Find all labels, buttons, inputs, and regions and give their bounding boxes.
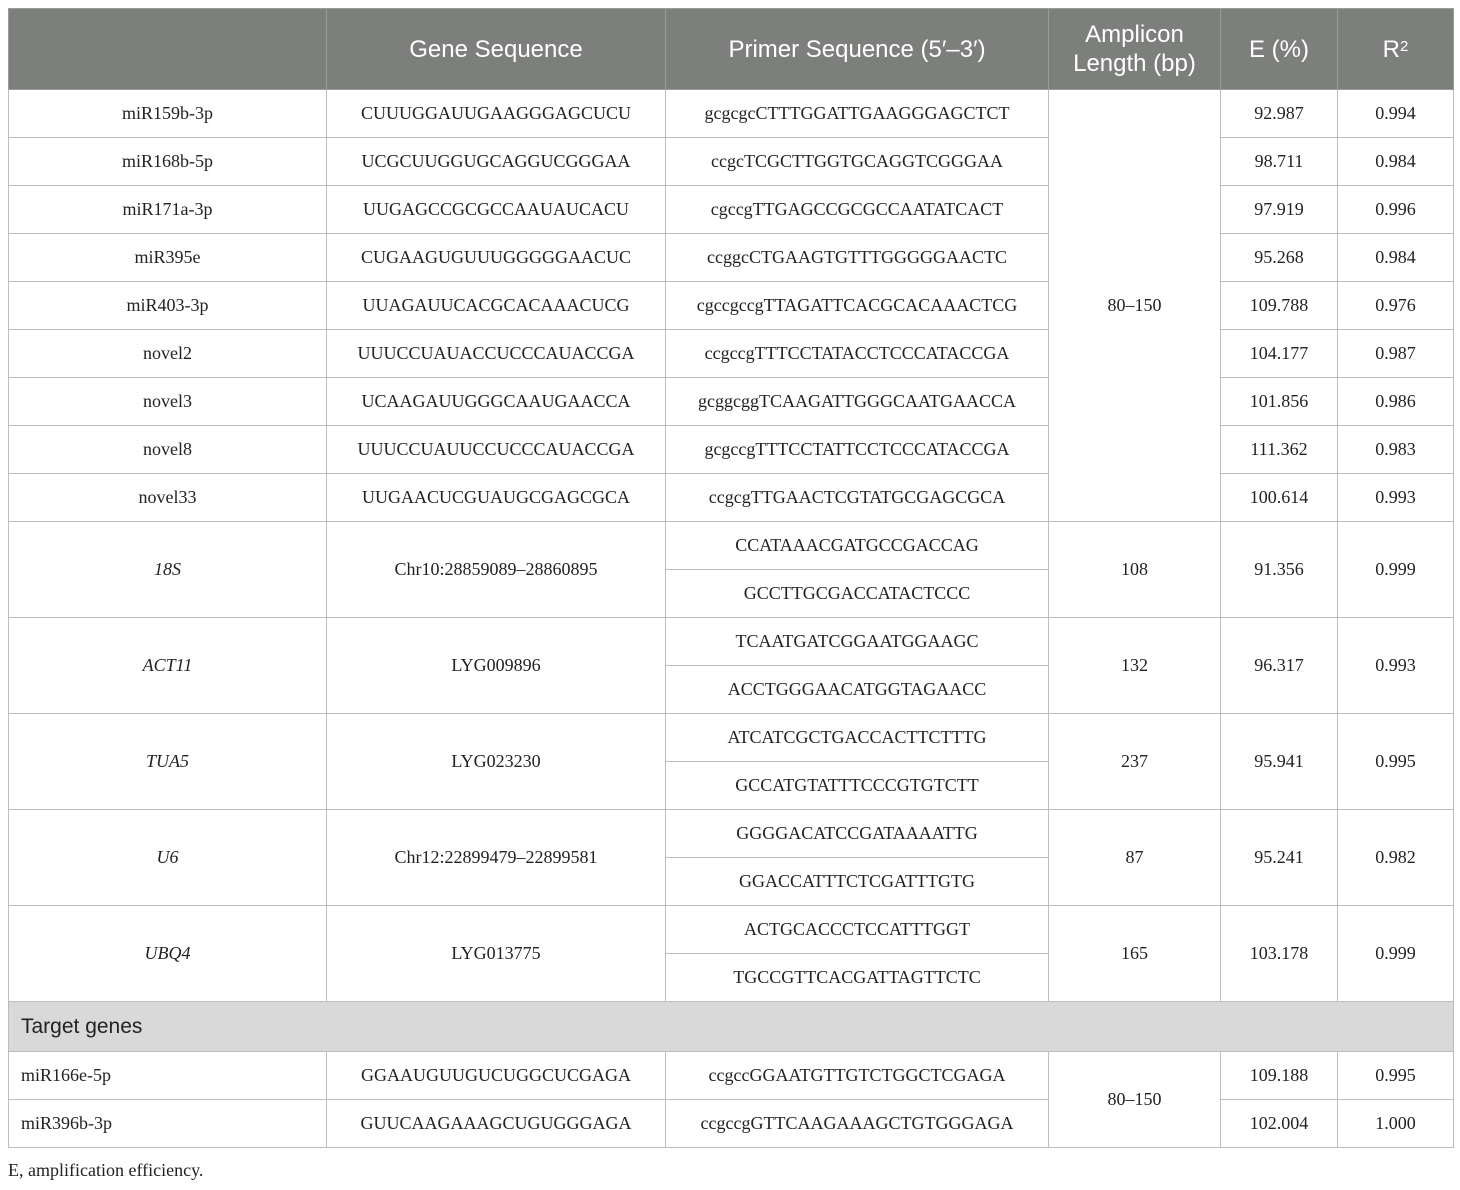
gene-name: miR396b-3p (9, 1100, 327, 1148)
gene-sequence: UUAGAUUCACGCACAAACUCG (327, 282, 666, 330)
primer-reverse: GCCTTGCGACCATACTCCC (666, 570, 1049, 618)
gene-name: miR403-3p (9, 282, 327, 330)
table-row (9, 474, 1454, 522)
primer-sequence: cgccgTTGAGCCGCGCCAATATCACT (666, 186, 1049, 234)
header-row (9, 9, 1454, 90)
efficiency: 97.919 (1221, 186, 1338, 234)
header-amplicon-length (1049, 9, 1221, 90)
primer-forward: TCAATGATCGGAATGGAAGC (666, 618, 1049, 666)
primer-sequence: ccgccgTTTCCTATACCTCCCATACCGA (666, 330, 1049, 378)
primer-sequence: ccgccGGAATGTTGTCTGGCTCGAGA (666, 1052, 1049, 1100)
gene-name: novel3 (9, 378, 327, 426)
gene-name: novel8 (9, 426, 327, 474)
header-r-squared (1338, 9, 1454, 90)
gene-name: miR395e (9, 234, 327, 282)
primer-reverse: GGACCATTTCTCGATTTGTG (666, 858, 1049, 906)
gene-name: 18S (9, 522, 327, 618)
header-r2-base: R (1382, 35, 1400, 63)
amplicon-length: 108 (1049, 522, 1221, 618)
efficiency: 98.711 (1221, 138, 1338, 186)
gene-name: U6 (9, 810, 327, 906)
gene-name: ACT11 (9, 618, 327, 714)
table-row (9, 90, 1454, 138)
efficiency: 95.941 (1221, 714, 1338, 810)
efficiency: 91.356 (1221, 522, 1338, 618)
table-footnote: E, amplification efficiency. (8, 1160, 204, 1180)
section-row-target-genes (9, 1002, 1454, 1052)
primer-sequence: gcgcgcCTTTGGATTGAAGGGAGCTCT (666, 90, 1049, 138)
r-squared: 0.993 (1338, 618, 1454, 714)
header-efficiency: E (%) (1221, 9, 1338, 90)
r-squared: 0.986 (1338, 378, 1454, 426)
r-squared: 0.999 (1338, 906, 1454, 1002)
gene-sequence: UUGAACUCGUAUGCGAGCGCA (327, 474, 666, 522)
efficiency: 103.178 (1221, 906, 1338, 1002)
efficiency: 101.856 (1221, 378, 1338, 426)
efficiency: 109.788 (1221, 282, 1338, 330)
gene-sequence: LYG023230 (327, 714, 666, 810)
table-row (9, 1052, 1454, 1100)
header-amplicon-line2: Length (bp) (1073, 50, 1196, 77)
gene-sequence: UUUCCUAUUCCUCCCAUACCGA (327, 426, 666, 474)
efficiency: 92.987 (1221, 90, 1338, 138)
efficiency: 102.004 (1221, 1100, 1338, 1148)
amplicon-length: 80–150 (1049, 90, 1221, 522)
table-row (9, 330, 1454, 378)
r-squared: 0.995 (1338, 1052, 1454, 1100)
gene-sequence: UUGAGCCGCGCCAAUAUCACU (327, 186, 666, 234)
header-primer-sequence: Primer Sequence (5′–3′) (666, 9, 1049, 90)
r-squared: 0.987 (1338, 330, 1454, 378)
gene-sequence: CUGAAGUGUUUGGGGGAACUC (327, 234, 666, 282)
header-gene-name (9, 9, 327, 90)
efficiency: 100.614 (1221, 474, 1338, 522)
header-r2-sup: 2 (1400, 37, 1409, 55)
table-row (9, 906, 1454, 954)
table-row (9, 282, 1454, 330)
r-squared: 1.000 (1338, 1100, 1454, 1148)
table-row (9, 378, 1454, 426)
r-squared: 0.976 (1338, 282, 1454, 330)
gene-name: miR171a-3p (9, 186, 327, 234)
r-squared: 0.995 (1338, 714, 1454, 810)
table-row (9, 186, 1454, 234)
gene-sequence: CUUUGGAUUGAAGGGAGCUCU (327, 90, 666, 138)
primer-reverse: GCCATGTATTTCCCGTGTCTT (666, 762, 1049, 810)
primer-reverse: ACCTGGGAACATGGTAGAACC (666, 666, 1049, 714)
gene-name: novel2 (9, 330, 327, 378)
efficiency: 95.268 (1221, 234, 1338, 282)
amplicon-length: 237 (1049, 714, 1221, 810)
gene-name: novel33 (9, 474, 327, 522)
gene-sequence: Chr10:28859089–28860895 (327, 522, 666, 618)
table-row (9, 810, 1454, 858)
efficiency: 109.188 (1221, 1052, 1338, 1100)
section-label: Target genes (9, 1002, 1454, 1052)
r-squared: 0.984 (1338, 138, 1454, 186)
r-squared: 0.994 (1338, 90, 1454, 138)
table-row (9, 138, 1454, 186)
efficiency: 95.241 (1221, 810, 1338, 906)
amplicon-length: 87 (1049, 810, 1221, 906)
table-row (9, 234, 1454, 282)
amplicon-length: 132 (1049, 618, 1221, 714)
primer-reverse: TGCCGTTCACGATTAGTTCTC (666, 954, 1049, 1002)
amplicon-length: 80–150 (1049, 1052, 1221, 1148)
gene-sequence: GGAAUGUUGUCUGGCUCGAGA (327, 1052, 666, 1100)
amplicon-length: 165 (1049, 906, 1221, 1002)
table-row (9, 618, 1454, 666)
primer-sequence: cgccgccgTTAGATTCACGCACAAACTCG (666, 282, 1049, 330)
primer-table (8, 8, 1454, 1148)
r-squared: 0.993 (1338, 474, 1454, 522)
gene-sequence: UCAAGAUUGGGCAAUGAACCA (327, 378, 666, 426)
gene-name: miR159b-3p (9, 90, 327, 138)
table-row (9, 426, 1454, 474)
primer-forward: GGGGACATCCGATAAAATTG (666, 810, 1049, 858)
efficiency: 104.177 (1221, 330, 1338, 378)
r-squared: 0.983 (1338, 426, 1454, 474)
gene-sequence: LYG013775 (327, 906, 666, 1002)
gene-name: TUA5 (9, 714, 327, 810)
efficiency: 96.317 (1221, 618, 1338, 714)
primer-forward: CCATAAACGATGCCGACCAG (666, 522, 1049, 570)
primer-forward: ATCATCGCTGACCACTTCTTTG (666, 714, 1049, 762)
gene-sequence: UCGCUUGGUGCAGGUCGGGAA (327, 138, 666, 186)
table-row (9, 522, 1454, 570)
gene-name: miR166e-5p (9, 1052, 327, 1100)
table-row (9, 1100, 1454, 1148)
header-amplicon-line1: Amplicon (1085, 21, 1184, 48)
primer-sequence: ccgcgTTGAACTCGTATGCGAGCGCA (666, 474, 1049, 522)
r-squared: 0.982 (1338, 810, 1454, 906)
r-squared: 0.984 (1338, 234, 1454, 282)
gene-name: UBQ4 (9, 906, 327, 1002)
primer-sequence: gcggcggTCAAGATTGGGCAATGAACCA (666, 378, 1049, 426)
gene-sequence: Chr12:22899479–22899581 (327, 810, 666, 906)
gene-sequence: UUUCCUAUACCUCCCAUACCGA (327, 330, 666, 378)
gene-sequence: GUUCAAGAAAGCUGUGGGAGA (327, 1100, 666, 1148)
table-row (9, 714, 1454, 762)
efficiency: 111.362 (1221, 426, 1338, 474)
r-squared: 0.996 (1338, 186, 1454, 234)
header-gene-sequence: Gene Sequence (327, 9, 666, 90)
primer-sequence: ccgcTCGCTTGGTGCAGGTCGGGAA (666, 138, 1049, 186)
gene-sequence: LYG009896 (327, 618, 666, 714)
gene-name: miR168b-5p (9, 138, 327, 186)
primer-sequence: ccgccgGTTCAAGAAAGCTGTGGGAGA (666, 1100, 1049, 1148)
r-squared: 0.999 (1338, 522, 1454, 618)
primer-sequence: gcgccgTTTCCTATTCCTCCCATACCGA (666, 426, 1049, 474)
primer-sequence: ccggcCTGAAGTGTTTGGGGGAACTC (666, 234, 1049, 282)
primer-forward: ACTGCACCCTCCATTTGGT (666, 906, 1049, 954)
